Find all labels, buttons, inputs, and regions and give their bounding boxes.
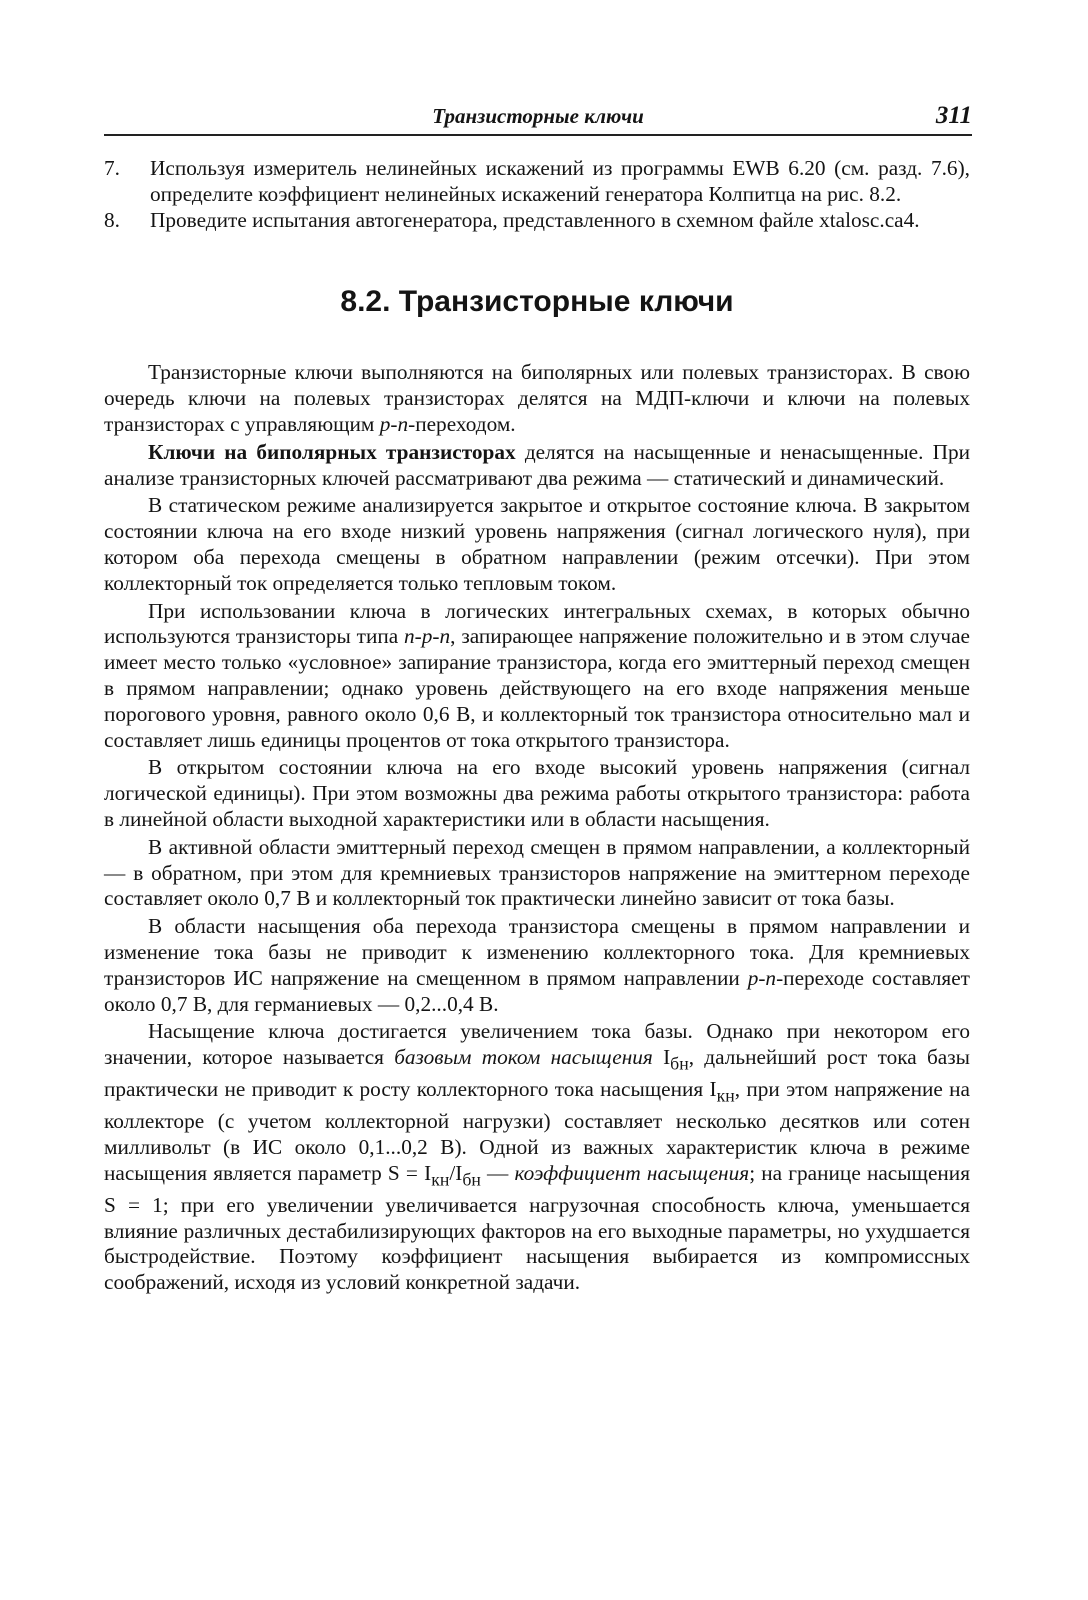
npn-term: n-p-n (404, 624, 451, 649)
list-item-text: Проведите испытания автогенератора, представленного в схемном файле xtalosc.ca4. (150, 207, 920, 232)
list-item-text: Используя измеритель нелинейных искажений из программы EWB 6.20 (см. разд. 7.6), определите коэффициент нелинейных искажений генератора Колпитца на рис. 8.2. (150, 156, 970, 206)
paragraph-4 (104, 599, 970, 754)
pn-term: p-n (379, 411, 409, 436)
paragraph-text: ; на границе насыщения S = 1; при его увеличении увеличивается нагрузочная способность ключа, уменьшается влияние различных дестабилизирующих факторов на его выходные параметры, но ухудшается быстродействие. Поэтому коэффициент насыщения выбирается из компромиссных соображений, исходя из условий конкретной задачи. (104, 1160, 970, 1295)
paragraph-text: Транзисторные ключи выполняются на биполярных или полевых транзисторах. В свою очередь ключи на полевых транзисторах делятся на МДП-ключи и ключи на полевых транзисторах с управляющим (104, 360, 970, 436)
list-item-number: 7. (104, 156, 120, 180)
paragraph-text: , при этом напряжение на коллекторе (с учетом коллекторной нагрузки) составляет несколько десятков или сотен милливольт (в ИС около 0,1...0,2 В). Одной из важных характеристик ключа в режиме насыщения является параметр S = I (104, 1077, 970, 1185)
italic-term: коэффициент насыщения (514, 1160, 750, 1185)
subscript: бн (462, 1169, 481, 1190)
paragraph-text: При использовании ключа в логических интегральных схемах, в которых обычно используются транзисторы типа (104, 598, 970, 649)
paragraph-text: Насыщение ключа достигается увеличением тока базы. Однако при некотором его значении, которое называется (104, 1019, 970, 1070)
subscript: кн (431, 1169, 450, 1190)
paragraph-text: делятся на насыщенные и ненасыщенные. При анализе транзисторных ключей рассматривают два режима — статический и динамический. (104, 439, 970, 490)
paragraph-8 (104, 1019, 970, 1296)
paragraph-text: /I (449, 1160, 463, 1185)
paragraph-text: — (480, 1160, 515, 1185)
page-number: 311 (935, 102, 972, 129)
paragraph-text: -переходом. (408, 411, 516, 436)
italic-term: базовым током насыщения (394, 1045, 653, 1070)
pn-term: p-n (747, 965, 777, 990)
paragraph-5: В открытом состоянии ключа на его входе высокий уровень напряжения (сигнал логической единицы). При этом возможны два режима работы открытого транзистора: работа в линейной области выходной характеристики или в области насыщения. (104, 755, 970, 831)
paragraph-text: В области насыщения оба перехода транзистора смещены в прямом направлении и изменение тока базы не приводит к изменению коллекторного тока. Для кремниевых транзисторов ИС напряжение на смещенном в прямом направлении (104, 914, 970, 990)
paragraph-text: -переходе составляет около 0,7 В, для германиевых — 0,2...0,4 В. (104, 965, 970, 1016)
body-text (104, 156, 970, 1298)
paragraph-6: В активной области эмиттерный переход смещен в прямом направлении, а коллекторный — в обратном, при этом для кремниевых транзисторов напряжение на эмиттерном переходе составляет около 0,7 В и коллекторный ток практически линейно зависит от тока базы. (104, 834, 970, 911)
paragraph-7 (104, 914, 970, 1017)
paragraph-2 (104, 440, 970, 492)
list-item (104, 156, 970, 208)
paragraph-1 (104, 360, 970, 437)
paragraph-text: I (652, 1045, 671, 1070)
paragraph-3: В статическом режиме анализируется закрытое и открытое состояние ключа. В закрытом состоянии ключа на его входе низкий уровень напряжения (сигнал логического нуля), при котором оба перехода смещены в обратном направлении (режим отсечки). При этом коллекторный ток определяется только тепловым током. (104, 493, 970, 595)
subscript: кн (716, 1085, 735, 1106)
subscript: бн (670, 1053, 689, 1074)
list-item (104, 208, 970, 234)
running-header (104, 102, 972, 136)
list-item-number: 8. (104, 207, 120, 232)
paragraph-text: , запирающее напряжение положительно и в этом случае имеет место только «условное» запирание транзистора, когда его эмиттерный переход смещен в прямом направлении; однако уровень действующего на его входе напряжения меньше порогового уровня, равного около 0,6 В, и коллекторный ток транзистора относительно мал и составляет лишь единицы процентов от тока открытого транзистора. (104, 624, 970, 752)
running-title: Транзисторные ключи (432, 104, 644, 128)
bold-term: Ключи на биполярных транзисторах (148, 439, 516, 464)
paragraph-text: , дальнейший рост тока базы практически не приводит к росту коллекторного тока насыщения I (104, 1045, 970, 1102)
section-title: 8.2. Транзисторные ключи (340, 285, 734, 319)
